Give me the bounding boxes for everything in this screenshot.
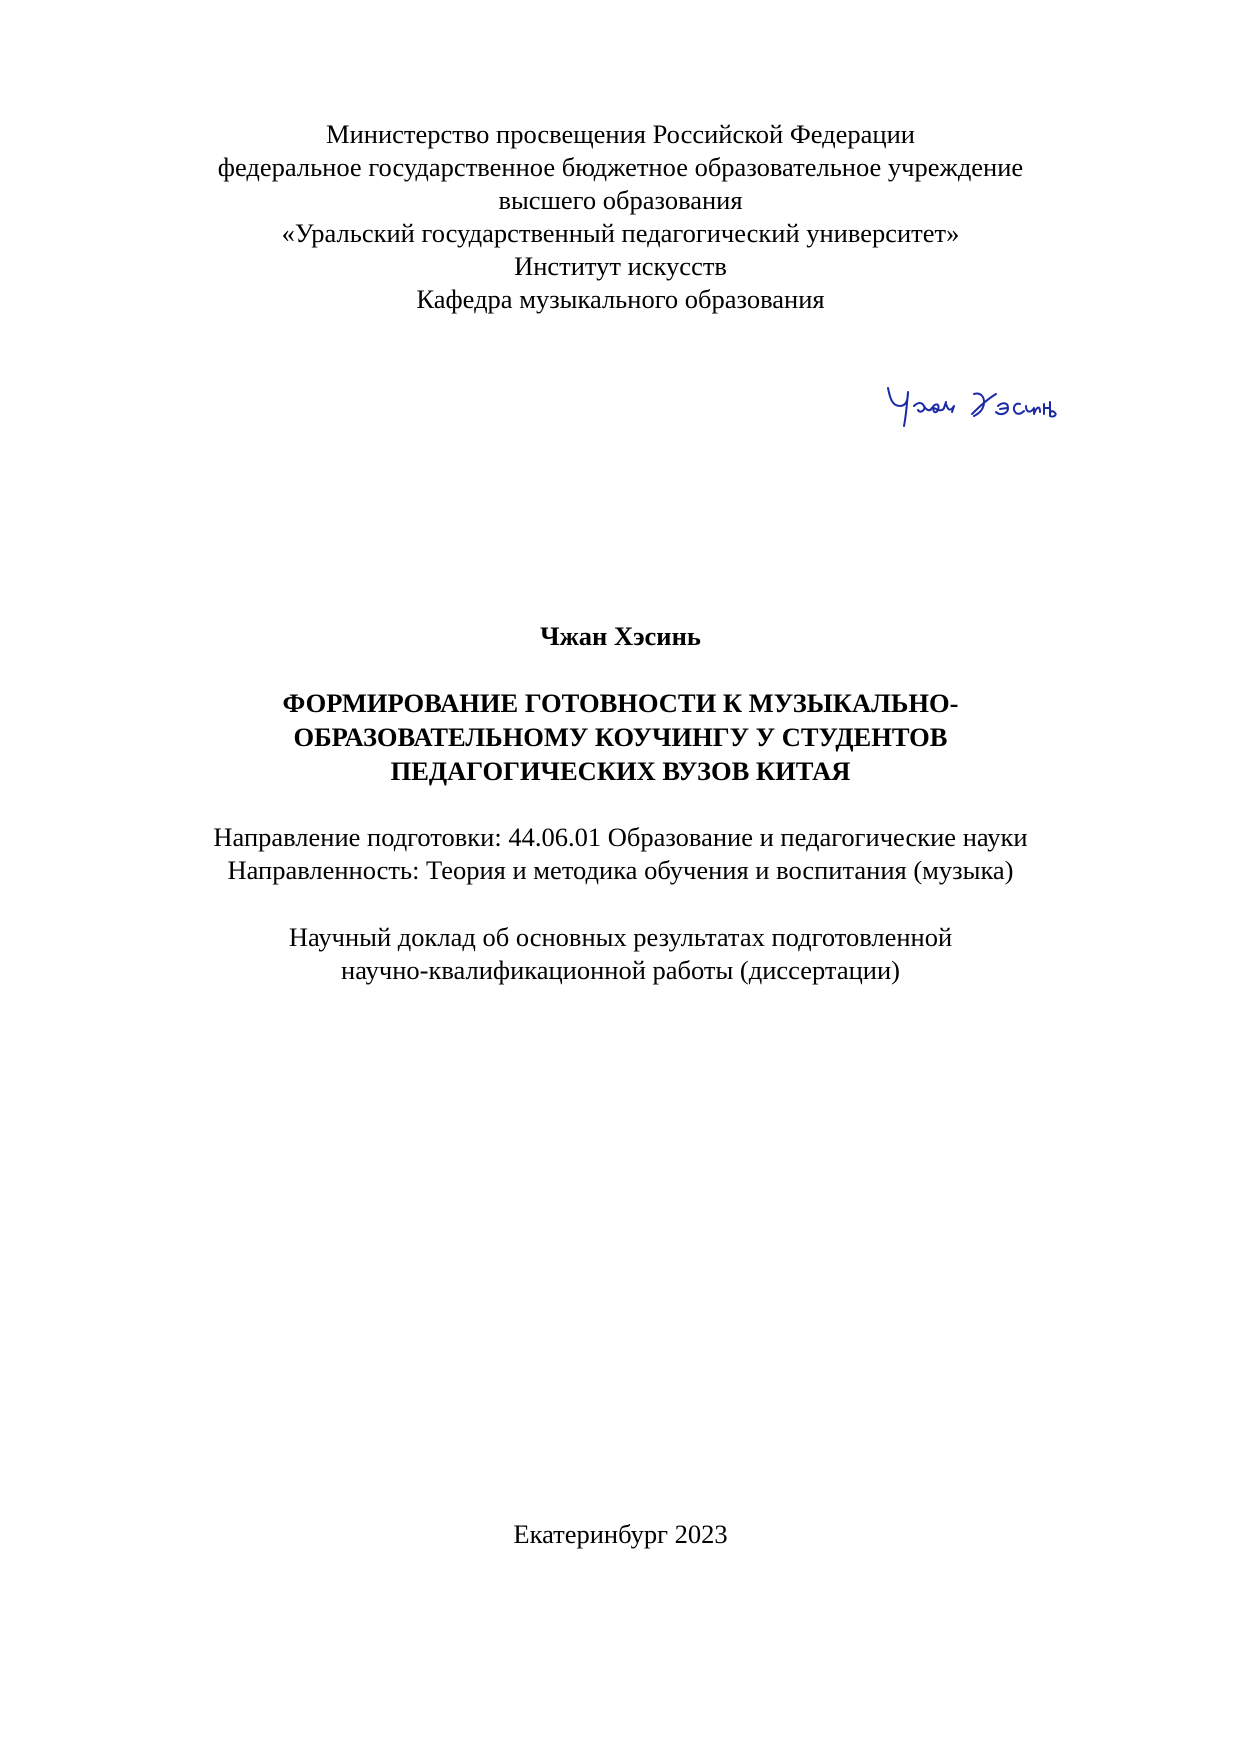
institute-line: Институт искусств <box>514 251 727 281</box>
study-direction <box>0 821 1241 887</box>
department-line: Кафедра музыкального образования <box>416 284 825 314</box>
ministry-line: Министерство просвещения Российской Федерации <box>326 119 915 149</box>
dissertation-title <box>0 686 1241 788</box>
institution-type-line: федеральное государственное бюджетное образовательное учреждение <box>217 152 1024 182</box>
specialization-line: Направленность: Теория и методика обучения и воспитания (музыка) <box>227 855 1014 885</box>
report-line-2: научно-квалификационной работы (диссертации) <box>341 955 900 985</box>
institution-header <box>0 118 1241 316</box>
city-year-text: Екатеринбург 2023 <box>513 1519 728 1549</box>
report-line-1: Научный доклад об основных результатах подготовленной <box>288 922 953 952</box>
author-name-text: Чжан Хэсинь <box>540 621 701 651</box>
title-line-1: ФОРМИРОВАНИЕ ГОТОВНОСТИ К МУЗЫКАЛЬНО- <box>282 688 959 718</box>
title-line-3: ПЕДАГОГИЧЕСКИХ ВУЗОВ КИТАЯ <box>390 756 851 786</box>
handwritten-signature <box>880 380 1080 440</box>
title-line-2: ОБРАЗОВАТЕЛЬНОМУ КОУЧИНГУ У СТУДЕНТОВ <box>293 722 948 752</box>
direction-line: Направление подготовки: 44.06.01 Образование и педагогические науки <box>213 822 1028 852</box>
author-name <box>0 620 1241 653</box>
university-name-line: «Уральский государственный педагогический университет» <box>281 218 960 248</box>
city-and-year <box>0 1518 1241 1551</box>
report-description <box>0 921 1241 987</box>
education-level-line: высшего образования <box>498 185 743 215</box>
